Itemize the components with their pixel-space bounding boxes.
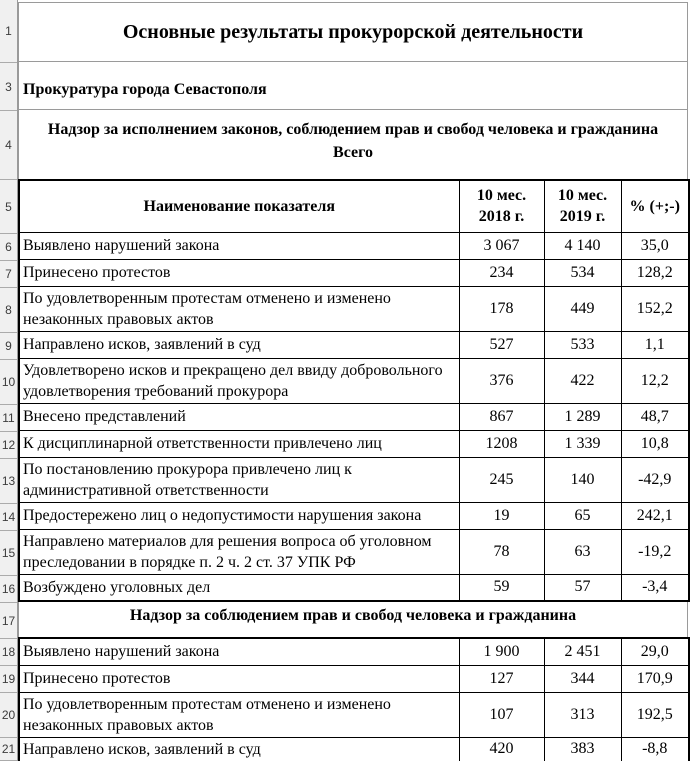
table-row <box>19 232 689 259</box>
table-row <box>19 358 689 403</box>
table-row <box>19 529 689 574</box>
percent-cell[interactable]: 242,1 <box>621 502 689 529</box>
percent-cell[interactable]: 128,2 <box>621 259 689 286</box>
value-2019-cell[interactable]: 2 451 <box>544 638 621 665</box>
value-2018-cell[interactable]: 3 067 <box>459 232 544 259</box>
indicator-cell[interactable]: По удовлетворенным протестам отменено и изменено незаконных правовых актов <box>19 286 459 331</box>
value-2019-cell[interactable]: 65 <box>544 502 621 529</box>
indicator-cell[interactable]: Направлено исков, заявлений в суд <box>19 331 459 358</box>
table-row <box>19 457 689 502</box>
percent-cell[interactable]: 192,5 <box>621 692 689 737</box>
row-header-16[interactable]: 16 <box>0 576 17 603</box>
table-row <box>19 638 689 665</box>
indicator-cell[interactable]: Принесено протестов <box>19 259 459 286</box>
percent-cell[interactable]: -3,4 <box>621 574 689 601</box>
value-2019-cell[interactable]: 1 339 <box>544 430 621 457</box>
table-row <box>19 737 689 761</box>
row-header-8[interactable]: 8 <box>0 288 17 333</box>
table-header-row <box>19 180 689 232</box>
value-2019-cell[interactable]: 63 <box>544 529 621 574</box>
row-header-7[interactable]: 7 <box>0 261 17 288</box>
percent-cell[interactable]: -19,2 <box>621 529 689 574</box>
value-2018-cell[interactable]: 245 <box>459 457 544 502</box>
value-2018-cell[interactable]: 59 <box>459 574 544 601</box>
value-2018-cell[interactable]: 1 900 <box>459 638 544 665</box>
value-2018-cell[interactable]: 78 <box>459 529 544 574</box>
table-row <box>19 692 689 737</box>
row-header-19[interactable]: 19 <box>0 666 17 693</box>
value-2019-cell[interactable]: 1 289 <box>544 403 621 430</box>
value-2019-cell[interactable]: 383 <box>544 737 621 761</box>
organization-name: Прокуратура города Севастополя <box>23 80 267 98</box>
value-2019-cell[interactable]: 140 <box>544 457 621 502</box>
value-2019-cell[interactable]: 313 <box>544 692 621 737</box>
value-2018-cell[interactable]: 527 <box>459 331 544 358</box>
doc-title: Основные результаты прокурорской деятельности <box>122 20 584 43</box>
header-2019-line2: 2019 г. <box>559 208 606 226</box>
value-2018-cell[interactable]: 376 <box>459 358 544 403</box>
value-2019-cell[interactable]: 57 <box>544 574 621 601</box>
row-header-11[interactable]: 11 <box>0 405 17 432</box>
indicator-cell[interactable]: К дисциплинарной ответственности привлечено лиц <box>19 430 459 457</box>
row-header-6[interactable]: 6 <box>0 234 17 261</box>
header-2018-line2: 2018 г. <box>478 208 525 226</box>
table-row <box>19 574 689 601</box>
table-row <box>19 331 689 358</box>
indicator-cell[interactable]: Выявлено нарушений закона <box>19 232 459 259</box>
row-number-gutter <box>0 0 18 761</box>
row-header-12[interactable]: 12 <box>0 432 17 459</box>
header-2018-line1: 10 мес. <box>476 187 527 205</box>
value-2019-cell[interactable]: 344 <box>544 665 621 692</box>
section1-heading-line2: Всего <box>333 144 373 161</box>
results-table-section1 <box>18 179 690 602</box>
header-2018-cell[interactable] <box>459 180 544 232</box>
row-header-3[interactable]: 3 <box>0 63 17 111</box>
row-header-20[interactable]: 20 <box>0 693 17 738</box>
indicator-cell[interactable]: Внесено представлений <box>19 403 459 430</box>
value-2018-cell[interactable]: 178 <box>459 286 544 331</box>
sheet-content <box>18 0 693 761</box>
indicator-cell[interactable]: По постановлению прокурора привлечено лиц к административной ответственности <box>19 457 459 502</box>
organization-cell[interactable] <box>18 62 688 110</box>
table-row <box>19 665 689 692</box>
header-2019-line1: 10 мес. <box>557 187 608 205</box>
value-2018-cell[interactable]: 1208 <box>459 430 544 457</box>
value-2018-cell[interactable]: 867 <box>459 403 544 430</box>
percent-cell[interactable]: 1,1 <box>621 331 689 358</box>
value-2018-cell[interactable]: 107 <box>459 692 544 737</box>
indicator-cell[interactable]: Принесено протестов <box>19 665 459 692</box>
header-2019-cell[interactable] <box>544 180 621 232</box>
value-2018-cell[interactable]: 19 <box>459 502 544 529</box>
percent-cell[interactable]: 29,0 <box>621 638 689 665</box>
value-2019-cell[interactable]: 533 <box>544 331 621 358</box>
value-2019-cell[interactable]: 4 140 <box>544 232 621 259</box>
row-header-14[interactable]: 14 <box>0 504 17 531</box>
row-header-10[interactable]: 10 <box>0 360 17 405</box>
row-header-4[interactable]: 4 <box>0 111 17 180</box>
row-header-15[interactable]: 15 <box>0 531 17 576</box>
row-header-9[interactable]: 9 <box>0 333 17 360</box>
indicator-cell[interactable]: По удовлетворенным протестам отменено и изменено незаконных правовых актов <box>19 692 459 737</box>
percent-cell[interactable]: 12,2 <box>621 358 689 403</box>
table-row <box>19 502 689 529</box>
section1-heading-line1: Надзор за исполнением законов, соблюдением прав и свобод человека и гражданина <box>47 121 659 138</box>
section2-heading-cell[interactable] <box>18 602 688 637</box>
doc-title-cell[interactable] <box>18 2 688 62</box>
indicator-cell[interactable]: Направлено материалов для решения вопроса об уголовном преследовании в порядке п. 2 ч. 2 ст. 37 УПК РФ <box>19 529 459 574</box>
row-header-5[interactable]: 5 <box>0 180 17 234</box>
header-indicator-cell[interactable]: Наименование показателя <box>19 180 459 232</box>
row-header-1[interactable]: 1 <box>0 0 17 63</box>
table-row <box>19 430 689 457</box>
results-table-section2 <box>18 637 690 761</box>
indicator-cell[interactable]: Возбуждено уголовных дел <box>19 574 459 601</box>
value-2018-cell[interactable]: 127 <box>459 665 544 692</box>
table-row <box>19 286 689 331</box>
percent-cell[interactable]: 48,7 <box>621 403 689 430</box>
percent-cell[interactable]: 152,2 <box>621 286 689 331</box>
row-header-17[interactable]: 17 <box>0 603 17 639</box>
percent-cell[interactable]: -8,8 <box>621 737 689 761</box>
section1-heading-cell[interactable] <box>18 110 688 179</box>
value-2019-cell[interactable]: 422 <box>544 358 621 403</box>
percent-cell[interactable]: 35,0 <box>621 232 689 259</box>
indicator-cell[interactable]: Предостережено лиц о недопустимости нарушения закона <box>19 502 459 529</box>
percent-cell[interactable]: 10,8 <box>621 430 689 457</box>
value-2018-cell[interactable]: 234 <box>459 259 544 286</box>
percent-cell[interactable]: -42,9 <box>621 457 689 502</box>
table-row <box>19 403 689 430</box>
indicator-cell[interactable]: Удовлетворено исков и прекращено дел ввиду добровольного удовлетворения требований прокурора <box>19 358 459 403</box>
row-header-13[interactable]: 13 <box>0 459 17 504</box>
value-2019-cell[interactable]: 449 <box>544 286 621 331</box>
section2-heading: Надзор за соблюдением прав и свобод человека и гражданина <box>129 607 577 624</box>
value-2018-cell[interactable]: 420 <box>459 737 544 761</box>
indicator-cell[interactable]: Выявлено нарушений закона <box>19 638 459 665</box>
indicator-cell[interactable]: Направлено исков, заявлений в суд <box>19 737 459 761</box>
row-header-18[interactable]: 18 <box>0 639 17 666</box>
row-header-21[interactable]: 21 <box>0 738 17 761</box>
header-percent-cell[interactable]: % (+;-) <box>621 180 689 232</box>
table-row <box>19 259 689 286</box>
value-2019-cell[interactable]: 534 <box>544 259 621 286</box>
percent-cell[interactable]: 170,9 <box>621 665 689 692</box>
